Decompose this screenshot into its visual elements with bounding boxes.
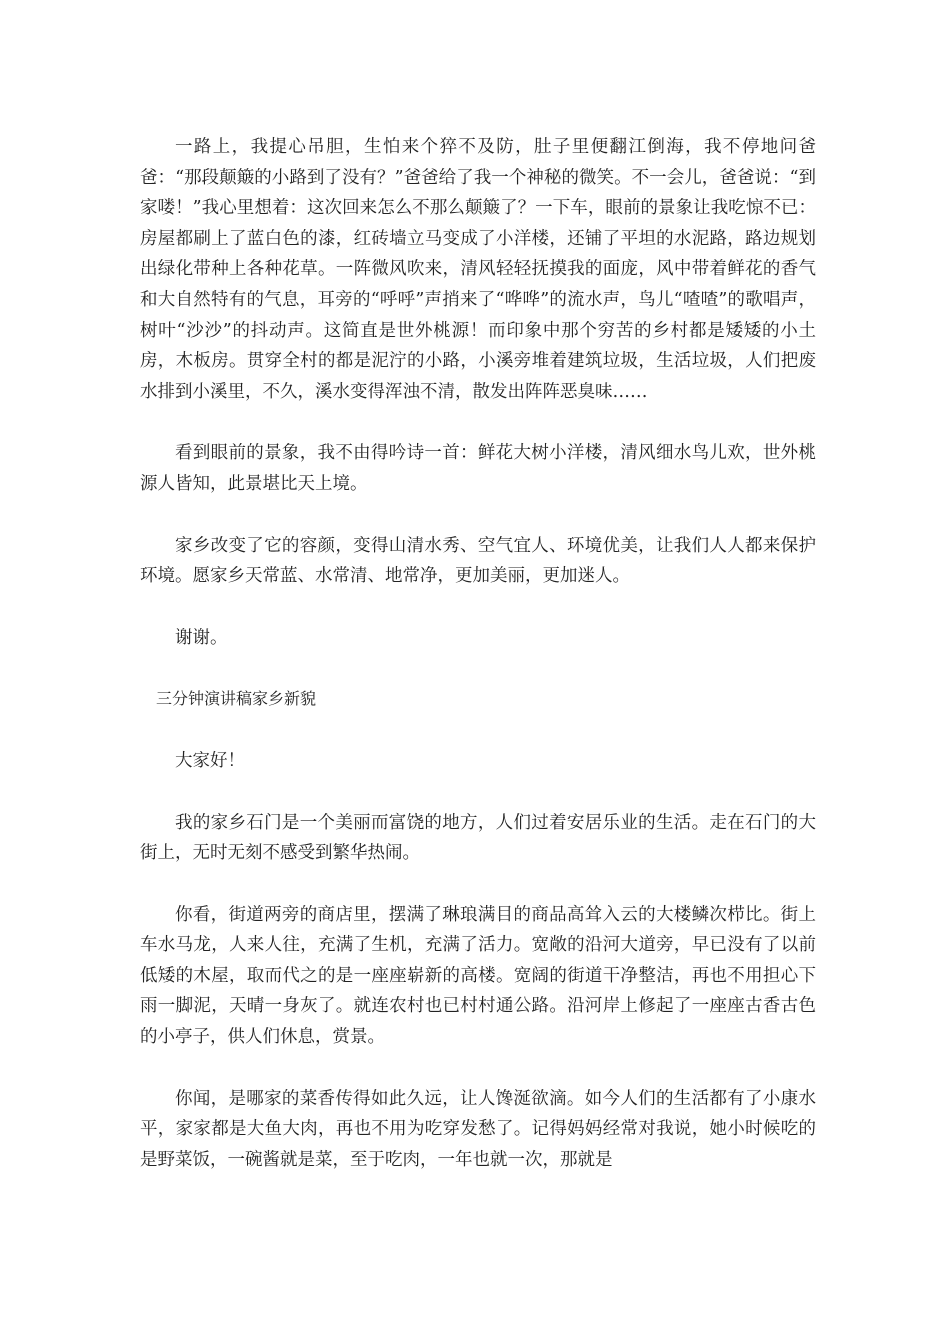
paragraph-greeting: 大家好！ bbox=[175, 750, 245, 771]
paragraph-thanks: 谢谢。 bbox=[175, 627, 228, 648]
paragraph-food: 你闻，是哪家的菜香传得如此久远，让人馋涎欲滴。如今人们的生活都有了小康水平，家家都是大鱼大肉，再也不用为吃穿发愁了。记得妈妈经常对我说，她小时候吃的是野菜饭，一碗酱就是菜，至于吃肉，一年也就一次，那就是 bbox=[140, 1088, 816, 1170]
paragraph-poem: 看到眼前的景象，我不由得吟诗一首：鲜花大树小洋楼，清风细水鸟儿欢，世外桃源人皆知，此景堪比天上境。 bbox=[140, 443, 816, 494]
section-title: 三分钟演讲稿家乡新貌 bbox=[156, 689, 317, 709]
document-body bbox=[140, 132, 816, 1206]
paragraph-protect-environment: 家乡改变了它的容颜，变得山清水秀、空气宜人、环境优美，让我们人人都来保护环境。愿家乡天常蓝、水常清、地常净，更加美丽，更加迷人。 bbox=[140, 535, 816, 587]
paragraph-streets: 你看，街道两旁的商店里，摆满了琳琅满目的商品高耸入云的大楼鳞次栉比。街上车水马龙，人来人往，充满了生机，充满了活力。宽敞的沿河大道旁，早已没有了以前低矮的木屋，取而代之的是一座座崭新的高楼。宽阔的街道干净整洁，再也不用担心下雨一脚泥，天晴一身灰了。就连农村也已村村通公路。沿河岸上修起了一座座古香古色的小亭子，供人们休息，赏景。 bbox=[140, 904, 816, 1048]
paragraph-journey-home: 一路上，我提心吊胆，生怕来个猝不及防，肚子里便翻江倒海，我不停地问爸爸：“那段颠簸的小路到了没有？”爸爸给了我一个神秘的微笑。不一会儿，爸爸说：“到家喽！”我心里想着：这次回来怎么不那么颠簸了？一下车，眼前的景象让我吃惊不已：房屋都刷上了蓝白色的漆，红砖墙立马变成了小洋楼，还铺了平坦的水泥路，路边规划出绿化带种上各种花草。一阵微风吹来，清风轻轻抚摸我的面庞，风中带着鲜花的香气和大自然特有的气息，耳旁的“呼呼”声捎来了“哗哗”的流水声，鸟儿“喳喳”的歌唱声，树叶“沙沙”的抖动声。这简直是世外桃源！而印象中那个穷苦的乡村都是矮矮的小土房，木板房。贯穿全村的都是泥泞的小路，小溪旁堆着建筑垃圾，生活垃圾，人们把废水排到小溪里，不久，溪水变得浑浊不清，散发出阵阵恶臭味…… bbox=[140, 137, 816, 402]
paragraph-shimen-intro: 我的家乡石门是一个美丽而富饶的地方，人们过着安居乐业的生活。走在石门的大街上，无时无刻不感受到繁华热闹。 bbox=[140, 812, 816, 864]
